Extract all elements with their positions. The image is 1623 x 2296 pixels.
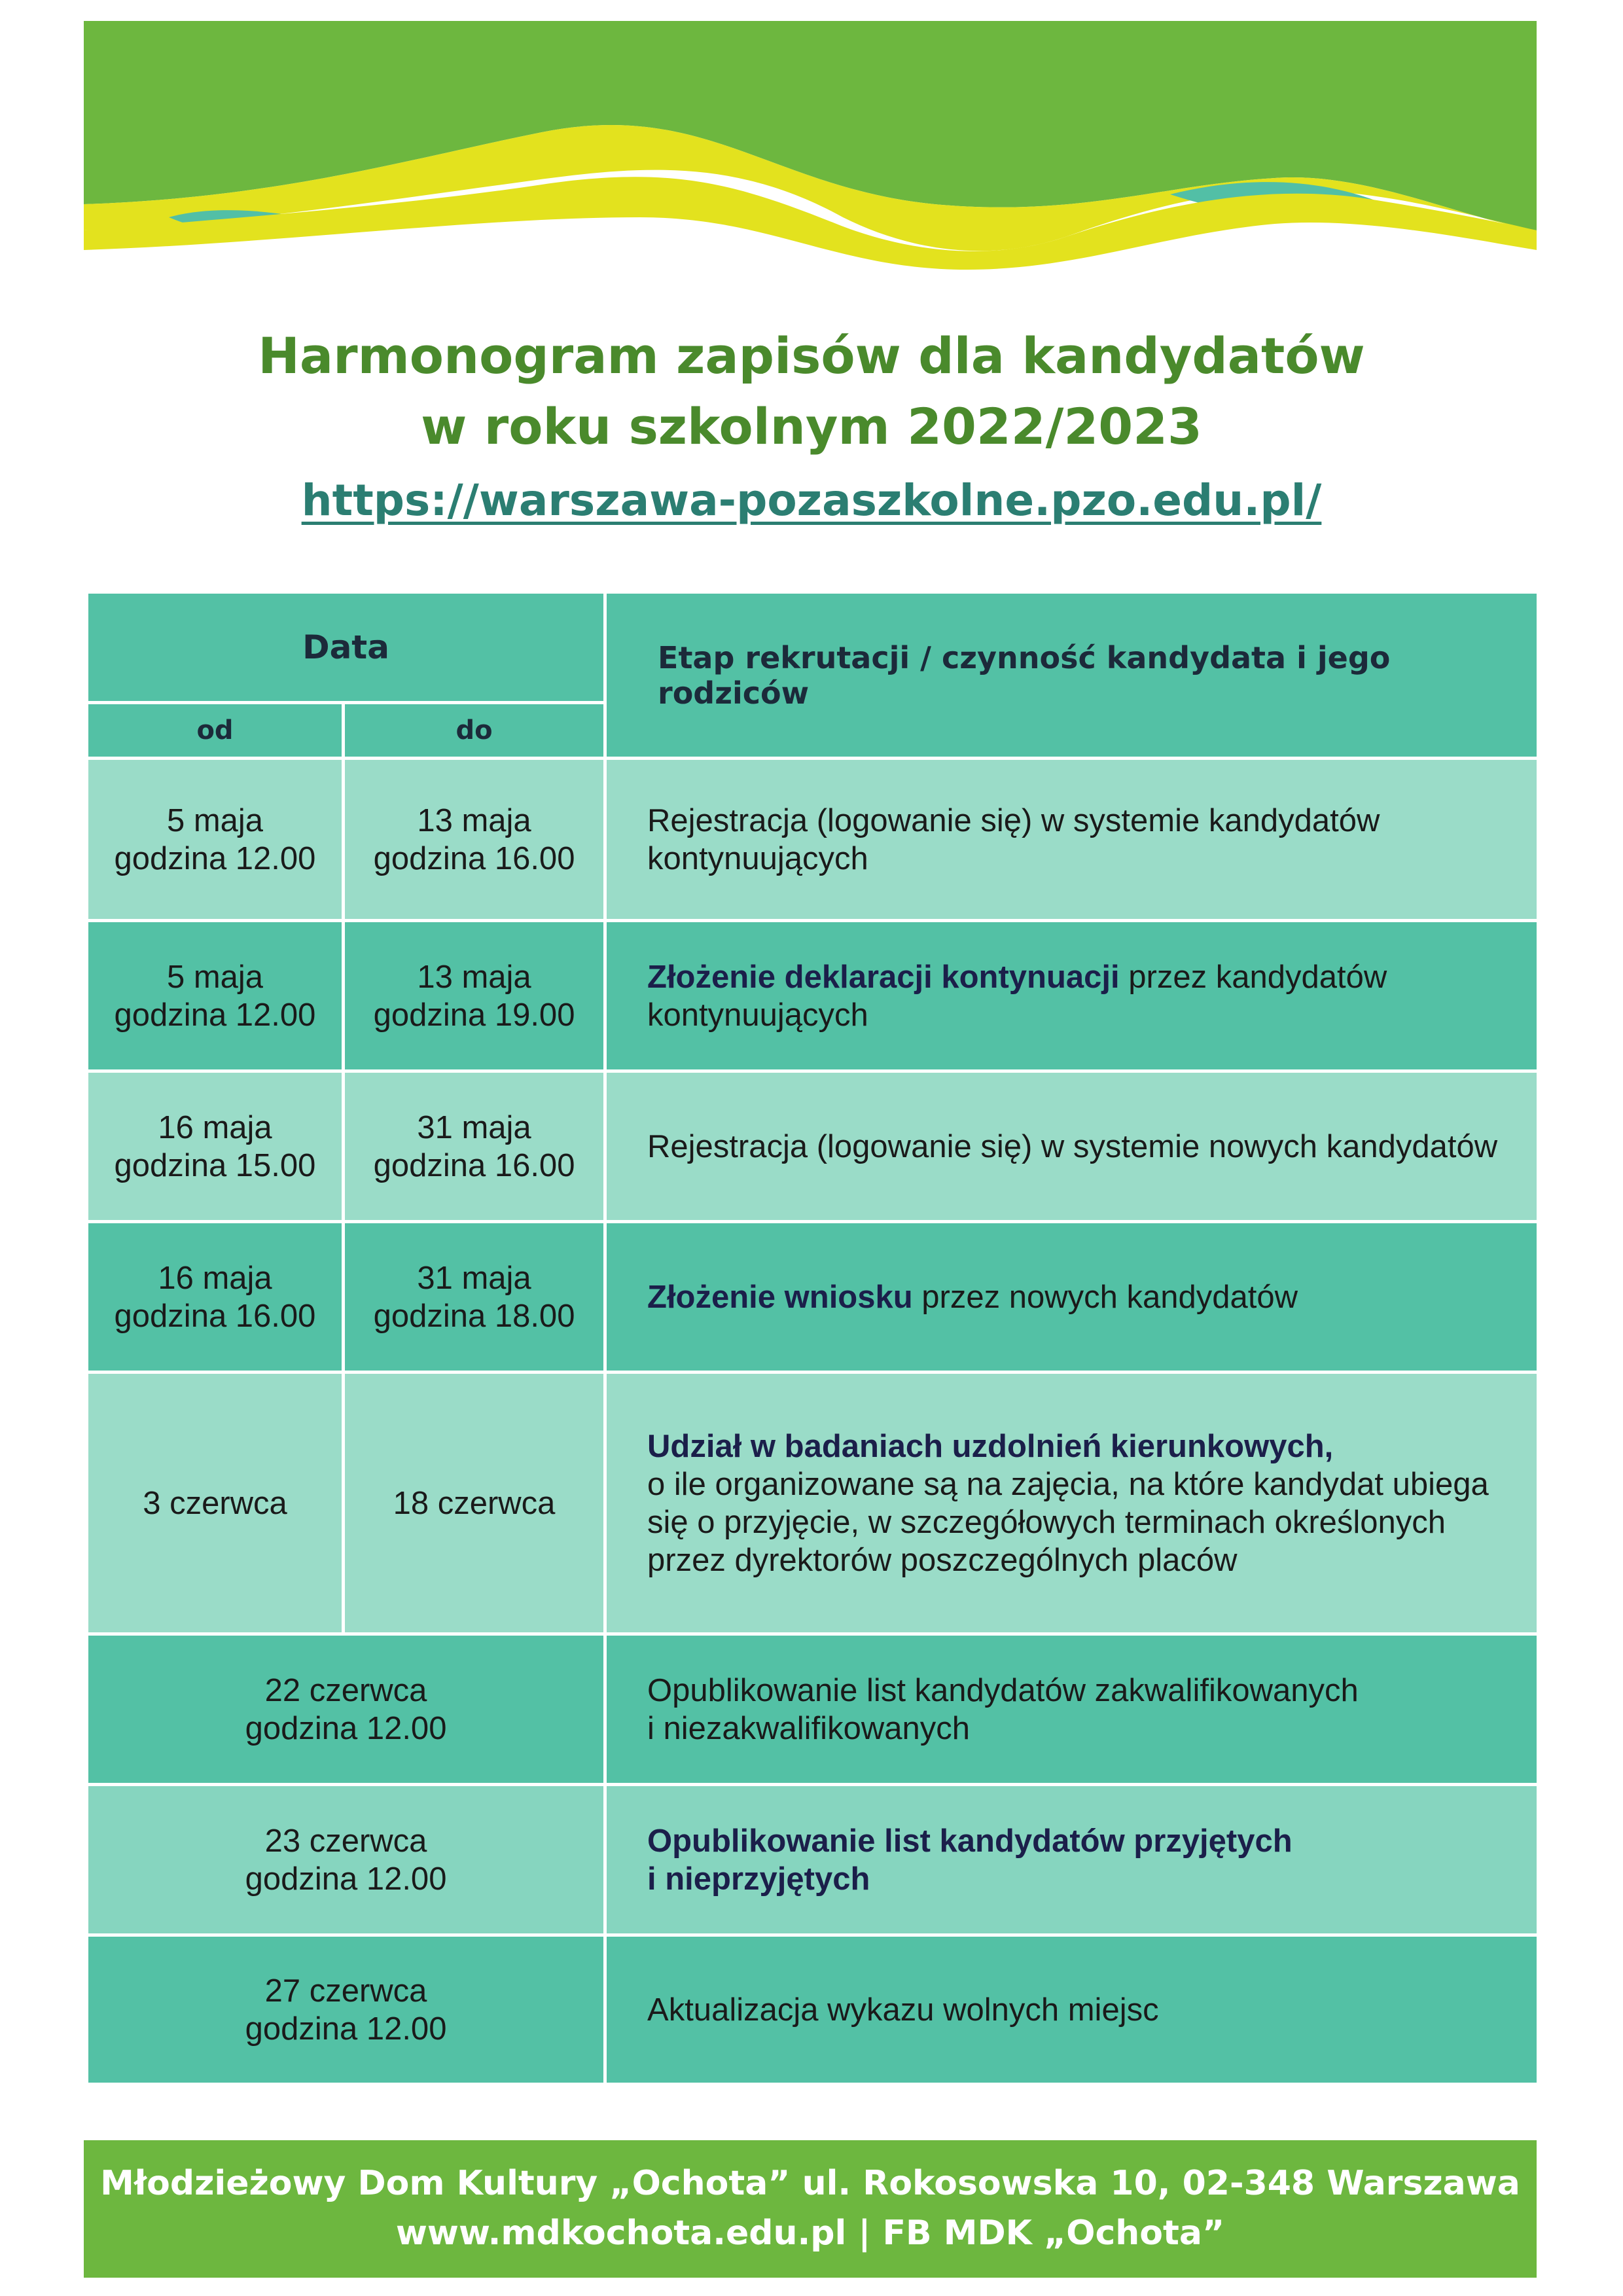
table-row [87, 1634, 1539, 1785]
date-to-time: godzina 18.00 [373, 1298, 575, 1334]
stage-description [605, 1071, 1539, 1222]
date-time: godzina 12.00 [245, 2011, 447, 2047]
date-to-time: godzina 16.00 [373, 840, 575, 876]
title-block [0, 321, 1623, 526]
stage-text: o ile organizowane są na zajęcia, na które kandydat ubiega się o przyjęcie, w szczegółowych terminach określonych przez dyrektorów poszczególnych placów [647, 1466, 1489, 1578]
stage-text: Rejestracja (logowanie się) w systemie nowych kandydatów [647, 1128, 1498, 1164]
enrollment-link[interactable]: https://warszawa-pozaszkolne.pzo.edu.pl/ [301, 475, 1322, 526]
date-from [87, 1222, 344, 1372]
table-row [87, 1071, 1539, 1222]
page-title-line1: Harmonogram zapisów dla kandydatów [258, 327, 1365, 385]
header-stage: Etap rekrutacji / czynność kandydata i jego rodziców [605, 592, 1539, 759]
date-to-day: 31 maja [417, 1109, 531, 1145]
footer-address: Młodzieżowy Dom Kultury „Ochota” ul. Rokosowska 10, 02-348 Warszawa [100, 2164, 1520, 2203]
date-from [87, 1071, 344, 1222]
stage-text-bold: Złożenie deklaracji kontynuacji [647, 959, 1120, 995]
date-to-day: 13 maja [417, 959, 531, 995]
date-day: 27 czerwca [264, 1973, 427, 2009]
stage-description [605, 1222, 1539, 1372]
schedule-table [85, 590, 1540, 2086]
date-from [87, 759, 344, 921]
footer-links[interactable]: www.mdkochota.edu.pl | FB MDK „Ochota” [395, 2214, 1225, 2253]
date-single [87, 1935, 605, 2085]
date-to-time: godzina 19.00 [373, 997, 575, 1033]
table-row [87, 1935, 1539, 2085]
table-row [87, 1222, 1539, 1372]
date-from-time: godzina 12.00 [114, 840, 316, 876]
stage-text-bold: i nieprzyjętych [647, 1861, 870, 1897]
wave-banner [84, 21, 1537, 270]
stage-text: i niezakwalifikowanych [647, 1710, 970, 1746]
date-from [87, 1372, 344, 1634]
date-to-time: godzina 16.00 [373, 1147, 575, 1183]
stage-text-bold: Udział w badaniach uzdolnień kierunkowych, [647, 1428, 1334, 1464]
stage-description [605, 921, 1539, 1071]
date-to [344, 921, 605, 1071]
stage-text: Aktualizacja wykazu wolnych miejsc [647, 1992, 1159, 2028]
date-from-time: godzina 12.00 [114, 997, 316, 1033]
date-day: 22 czerwca [264, 1672, 427, 1708]
date-to [344, 759, 605, 921]
stage-description [605, 1372, 1539, 1634]
stage-description [605, 1935, 1539, 2085]
date-from-day: 3 czerwca [143, 1485, 287, 1521]
stage-text: Rejestracja (logowanie się) w systemie kandydatów kontynuujących [647, 802, 1380, 876]
stage-description [605, 1634, 1539, 1785]
table-header-row [87, 592, 1539, 703]
date-from-day: 16 maja [158, 1109, 272, 1145]
date-from [87, 921, 344, 1071]
date-time: godzina 12.00 [245, 1861, 447, 1897]
date-from-day: 5 maja [166, 802, 264, 838]
stage-text-bold: Złożenie wniosku [647, 1279, 913, 1315]
date-to [344, 1372, 605, 1634]
date-from-time: godzina 16.00 [114, 1298, 316, 1334]
date-single [87, 1785, 605, 1935]
date-from-day: 5 maja [166, 959, 264, 995]
page-title-line2: w roku szkolnym 2022/2023 [421, 397, 1202, 456]
table-row [87, 759, 1539, 921]
stage-text-bold: Opublikowanie list kandydatów przyjętych [647, 1823, 1293, 1859]
date-time: godzina 12.00 [245, 1710, 447, 1746]
date-to-day: 18 czerwca [393, 1485, 556, 1521]
date-day: 23 czerwca [264, 1823, 427, 1859]
date-to-day: 13 maja [417, 802, 531, 838]
table-row [87, 921, 1539, 1071]
header-to: do [344, 703, 605, 759]
stage-description [605, 1785, 1539, 1935]
date-to-day: 31 maja [417, 1260, 531, 1296]
header-date: Data [87, 592, 605, 703]
footer-bar [84, 2140, 1537, 2278]
header-from: od [87, 703, 344, 759]
stage-text: Opublikowanie list kandydatów zakwalifikowanych [647, 1672, 1359, 1708]
date-from-time: godzina 15.00 [114, 1147, 316, 1183]
stage-text: przez nowych kandydatów [912, 1279, 1298, 1315]
date-single [87, 1634, 605, 1785]
date-to [344, 1071, 605, 1222]
table-row [87, 1372, 1539, 1634]
stage-text: przez kandydatów kontynuujących [647, 959, 1387, 1033]
stage-description [605, 759, 1539, 921]
table-row [87, 1785, 1539, 1935]
date-to [344, 1222, 605, 1372]
date-from-day: 16 maja [158, 1260, 272, 1296]
